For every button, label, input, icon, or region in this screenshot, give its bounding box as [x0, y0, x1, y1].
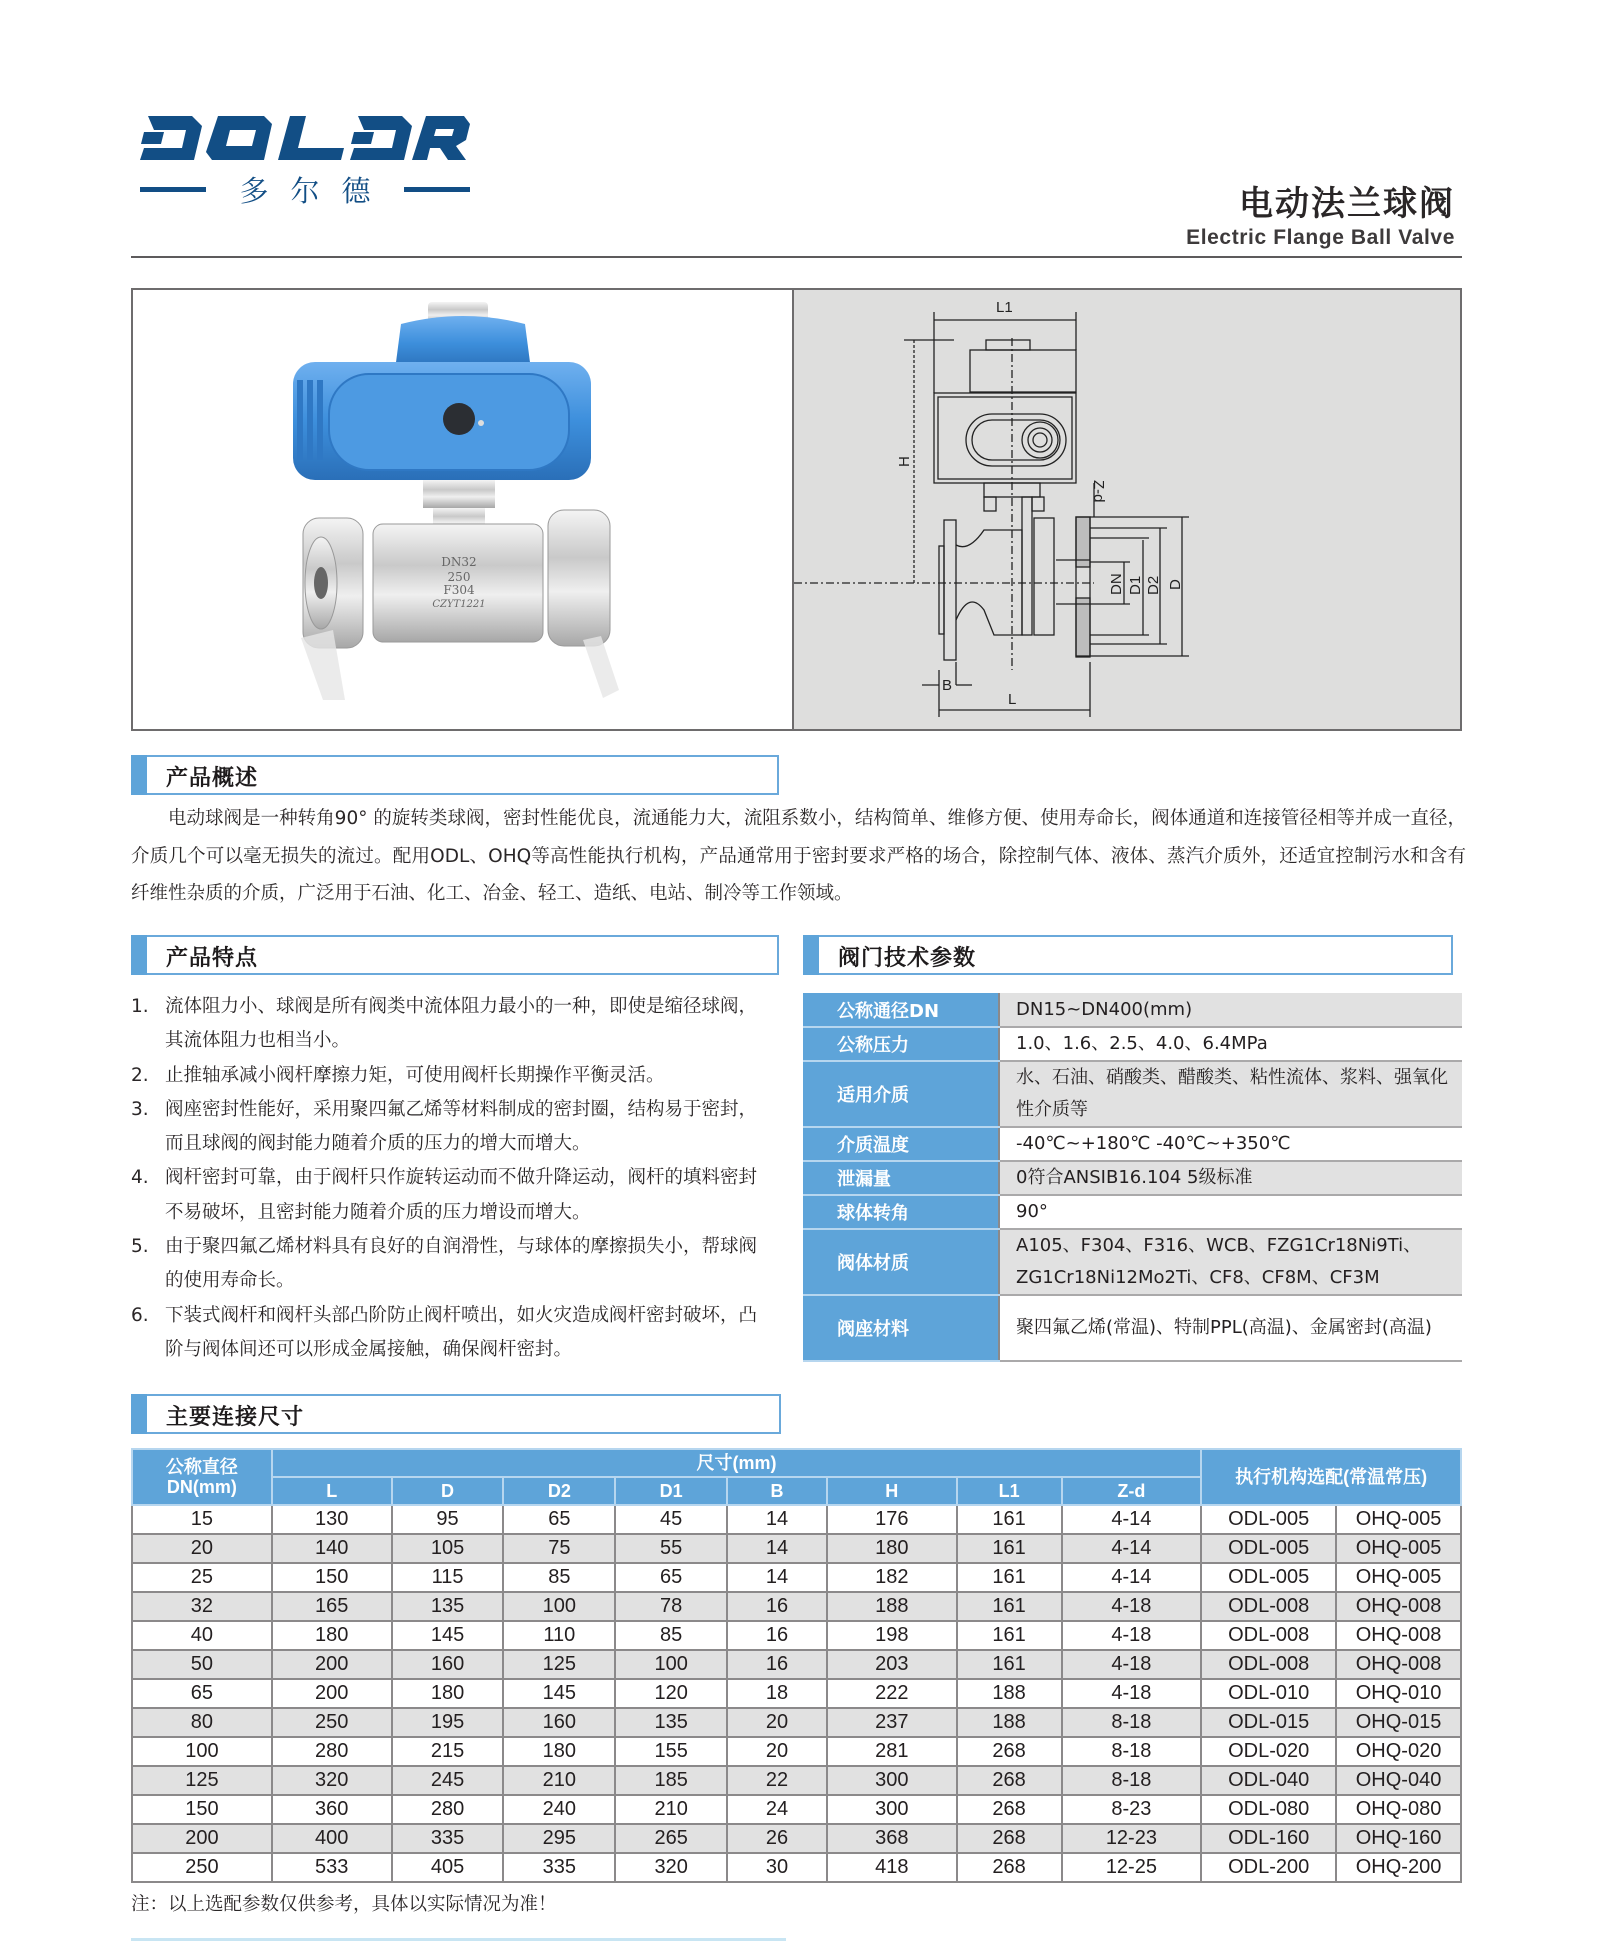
- table-cell: 120: [615, 1679, 727, 1708]
- table-cell: 95: [392, 1505, 504, 1534]
- table-cell: 405: [392, 1853, 504, 1882]
- svg-text:D1: D1: [1127, 575, 1144, 595]
- svg-text:DN32: DN32: [441, 555, 477, 569]
- table-cell: 20: [727, 1708, 827, 1737]
- table-cell: 320: [272, 1766, 392, 1795]
- param-row: 阀座材料 聚四氟乙烯(常温)、特制PPL(高温)、金属密封(高温): [803, 1295, 1462, 1361]
- col-L1: L1: [957, 1477, 1062, 1505]
- table-cell: 245: [392, 1766, 504, 1795]
- table-cell: 161: [957, 1563, 1062, 1592]
- table-row: [132, 1592, 1461, 1621]
- heading-accent: [131, 935, 147, 975]
- feature-item: 5. 由于聚四氟乙烯材料具有良好的自润滑性，与球体的摩擦损失小，帮球阀的使用寿命长。: [131, 1236, 758, 1292]
- table-row: [132, 1766, 1461, 1795]
- table-cell: 250: [132, 1853, 272, 1882]
- table-cell: 8-23: [1062, 1795, 1202, 1824]
- valve-dimension-diagram-icon: [794, 290, 1460, 729]
- table-cell: 280: [272, 1737, 392, 1766]
- table-cell: 16: [727, 1621, 827, 1650]
- param-row: 泄漏量 0符合ANSIB16.104 5级标准: [803, 1161, 1462, 1195]
- table-cell: 8-18: [1062, 1737, 1202, 1766]
- table-cell: 165: [272, 1592, 392, 1621]
- table-cell: ODL-008: [1201, 1621, 1336, 1650]
- table-cell: 145: [503, 1679, 615, 1708]
- table-cell: 161: [957, 1505, 1062, 1534]
- table-cell: 188: [957, 1679, 1062, 1708]
- table-row: [132, 1563, 1461, 1592]
- table-cell: 268: [957, 1737, 1062, 1766]
- table-cell: ODL-200: [1201, 1853, 1336, 1882]
- table-cell: 237: [827, 1708, 957, 1737]
- table-cell: 200: [272, 1650, 392, 1679]
- table-cell: 65: [132, 1679, 272, 1708]
- table-cell: 300: [827, 1766, 957, 1795]
- svg-text:D2: D2: [1145, 575, 1162, 595]
- table-row: [132, 1505, 1461, 1534]
- page-subtitle: Electric Flange Ball Valve: [1186, 226, 1455, 249]
- table-cell: 22: [727, 1766, 827, 1795]
- table-cell: 200: [272, 1679, 392, 1708]
- table-cell: 180: [392, 1679, 504, 1708]
- table-cell: 368: [827, 1824, 957, 1853]
- table-cell: 4-18: [1062, 1679, 1202, 1708]
- table-cell: ODL-080: [1201, 1795, 1336, 1824]
- features-list: [131, 990, 771, 1367]
- table-cell: 188: [957, 1708, 1062, 1737]
- table-cell: OHQ-008: [1336, 1621, 1461, 1650]
- param-row: 阀体材质 A105、F304、F316、WCB、FZG1Cr18Ni9Ti、ZG1Cr18Ni12Mo2Ti、CF8、CF8M、CF3M: [803, 1229, 1462, 1295]
- table-cell: 40: [132, 1621, 272, 1650]
- table-cell: ODL-015: [1201, 1708, 1336, 1737]
- table-cell: ODL-005: [1201, 1563, 1336, 1592]
- table-cell: 210: [503, 1766, 615, 1795]
- table-cell: 150: [272, 1563, 392, 1592]
- table-cell: 182: [827, 1563, 957, 1592]
- col-actuator: 执行机构选配(常温常压): [1201, 1449, 1461, 1505]
- feature-item: 2. 止推轴承减小阀杆摩擦力矩，可使用阀杆长期操作平衡灵活。: [131, 1064, 665, 1086]
- param-row: 球体转角 90°: [803, 1195, 1462, 1229]
- dimensions-table: [131, 1448, 1462, 1883]
- table-cell: 180: [503, 1737, 615, 1766]
- params-heading: [803, 935, 1453, 975]
- col-L: L: [272, 1477, 392, 1505]
- heading-accent: [803, 935, 819, 975]
- table-cell: 195: [392, 1708, 504, 1737]
- table-row: [132, 1621, 1461, 1650]
- table-cell: 75: [503, 1534, 615, 1563]
- table-row: [132, 1737, 1461, 1766]
- svg-text:L: L: [1008, 691, 1017, 708]
- table-cell: 180: [272, 1621, 392, 1650]
- col-D1: D1: [615, 1477, 727, 1505]
- col-H: H: [827, 1477, 957, 1505]
- logo-bar-left: [140, 187, 206, 192]
- feature-item: 1. 流体阻力小、球阀是所有阀类中流体阻力最小的一种，即使是缩径球阀，其流体阻力也相当小。: [131, 996, 758, 1052]
- table-cell: 145: [392, 1621, 504, 1650]
- table-row: [132, 1795, 1461, 1824]
- table-cell: 150: [132, 1795, 272, 1824]
- table-cell: 14: [727, 1534, 827, 1563]
- table-cell: 135: [392, 1592, 504, 1621]
- product-photo: [133, 290, 794, 729]
- page-title: 电动法兰球阀: [1239, 184, 1455, 224]
- table-cell: ODL-008: [1201, 1650, 1336, 1679]
- param-row: 公称通径DN DN15~DN400(mm): [803, 993, 1462, 1027]
- svg-text:CZYT1221: CZYT1221: [432, 599, 486, 610]
- table-cell: 4-18: [1062, 1592, 1202, 1621]
- svg-text:L1: L1: [996, 299, 1013, 316]
- table-cell: 125: [503, 1650, 615, 1679]
- table-cell: 250: [272, 1708, 392, 1737]
- table-cell: 12-23: [1062, 1824, 1202, 1853]
- table-cell: ODL-010: [1201, 1679, 1336, 1708]
- table-row: [132, 1534, 1461, 1563]
- table-cell: 100: [503, 1592, 615, 1621]
- table-cell: OHQ-005: [1336, 1505, 1461, 1534]
- table-row: [132, 1824, 1461, 1853]
- table-cell: 4-14: [1062, 1534, 1202, 1563]
- table-cell: OHQ-020: [1336, 1737, 1461, 1766]
- table-cell: 268: [957, 1824, 1062, 1853]
- table-cell: 360: [272, 1795, 392, 1824]
- table-cell: 160: [392, 1650, 504, 1679]
- table-cell: 268: [957, 1853, 1062, 1882]
- table-cell: 198: [827, 1621, 957, 1650]
- table-cell: 130: [272, 1505, 392, 1534]
- col-D2: D2: [503, 1477, 615, 1505]
- table-cell: 161: [957, 1592, 1062, 1621]
- table-cell: 80: [132, 1708, 272, 1737]
- table-cell: 24: [727, 1795, 827, 1824]
- overview-heading: [131, 755, 779, 795]
- table-cell: 110: [503, 1621, 615, 1650]
- table-cell: 100: [132, 1737, 272, 1766]
- svg-text:Z-d: Z-d: [1090, 480, 1107, 503]
- table-cell: ODL-005: [1201, 1505, 1336, 1534]
- table-cell: 4-14: [1062, 1505, 1202, 1534]
- table-cell: OHQ-008: [1336, 1650, 1461, 1679]
- table-cell: OHQ-040: [1336, 1766, 1461, 1795]
- table-cell: 25: [132, 1563, 272, 1592]
- params-heading-label: 阀门技术参数: [838, 946, 977, 971]
- table-cell: OHQ-080: [1336, 1795, 1461, 1824]
- table-cell: 200: [132, 1824, 272, 1853]
- table-cell: 78: [615, 1592, 727, 1621]
- table-cell: 65: [615, 1563, 727, 1592]
- table-cell: 180: [827, 1534, 957, 1563]
- electric-ball-valve-photo-icon: [133, 290, 794, 729]
- table-cell: OHQ-005: [1336, 1563, 1461, 1592]
- table-cell: 268: [957, 1795, 1062, 1824]
- heading-accent: [131, 1394, 147, 1434]
- feature-item: 3. 阀座密封性能好，采用聚四氟乙烯等材料制成的密封圈，结构易于密封，而且球阀的阀封能力随着介质的压力的增大而增大。: [131, 1098, 758, 1155]
- table-cell: ODL-008: [1201, 1592, 1336, 1621]
- table-cell: 268: [957, 1766, 1062, 1795]
- table-row: [132, 1708, 1461, 1737]
- table-cell: 418: [827, 1853, 957, 1882]
- col-group-size: 尺寸(mm): [272, 1449, 1201, 1477]
- dimensions-heading-label: 主要连接尺寸: [166, 1405, 305, 1430]
- table-cell: 533: [272, 1853, 392, 1882]
- table-cell: OHQ-005: [1336, 1534, 1461, 1563]
- table-cell: 30: [727, 1853, 827, 1882]
- table-cell: OHQ-010: [1336, 1679, 1461, 1708]
- table-cell: 281: [827, 1737, 957, 1766]
- table-cell: 20: [727, 1737, 827, 1766]
- table-cell: 222: [827, 1679, 957, 1708]
- features-heading: [131, 935, 779, 975]
- table-row: [132, 1650, 1461, 1679]
- table-cell: 4-18: [1062, 1650, 1202, 1679]
- table-cell: 14: [727, 1505, 827, 1534]
- table-cell: 295: [503, 1824, 615, 1853]
- table-cell: ODL-040: [1201, 1766, 1336, 1795]
- table-cell: 335: [392, 1824, 504, 1853]
- col-Zd: Z-d: [1062, 1477, 1202, 1505]
- table-cell: 15: [132, 1505, 272, 1534]
- table-cell: 65: [503, 1505, 615, 1534]
- table-cell: 155: [615, 1737, 727, 1766]
- header-divider: [131, 256, 1462, 258]
- doldr-wordmark-icon: [140, 114, 470, 162]
- table-cell: 50: [132, 1650, 272, 1679]
- table-cell: 161: [957, 1621, 1062, 1650]
- svg-text:B: B: [942, 677, 953, 694]
- svg-text:D: D: [1167, 579, 1184, 590]
- table-cell: 32: [132, 1592, 272, 1621]
- table-cell: 12-25: [1062, 1853, 1202, 1882]
- table-cell: 240: [503, 1795, 615, 1824]
- table-cell: 45: [615, 1505, 727, 1534]
- table-cell: 400: [272, 1824, 392, 1853]
- table-cell: 20: [132, 1534, 272, 1563]
- table-cell: 140: [272, 1534, 392, 1563]
- overview-heading-label: 产品概述: [166, 766, 259, 791]
- table-cell: 203: [827, 1650, 957, 1679]
- table-row: [132, 1679, 1461, 1708]
- table-note: 注：以上选配参数仅供参考，具体以实际情况为准！: [131, 1894, 557, 1915]
- param-row: 公称压力 1.0、1.6、2.5、4.0、6.4MPa: [803, 1027, 1462, 1061]
- table-row: [132, 1853, 1461, 1882]
- table-cell: 161: [957, 1650, 1062, 1679]
- dimensions-heading: [131, 1394, 781, 1434]
- logo-cn-text: 多尔德: [239, 173, 393, 208]
- table-cell: 161: [957, 1534, 1062, 1563]
- param-row: 适用介质 水、石油、硝酸类、醋酸类、粘性流体、浆料、强氧化性介质等: [803, 1061, 1462, 1127]
- svg-text:DN: DN: [1108, 573, 1125, 595]
- params-table: [803, 993, 1462, 1362]
- table-cell: 26: [727, 1824, 827, 1853]
- col-D: D: [392, 1477, 504, 1505]
- table-cell: 115: [392, 1563, 504, 1592]
- table-cell: 8-18: [1062, 1766, 1202, 1795]
- table-cell: 280: [392, 1795, 504, 1824]
- table-cell: ODL-020: [1201, 1737, 1336, 1766]
- table-cell: 8-18: [1062, 1708, 1202, 1737]
- table-cell: 55: [615, 1534, 727, 1563]
- svg-text:250: 250: [447, 570, 471, 584]
- table-cell: 160: [503, 1708, 615, 1737]
- dimension-drawing: [794, 290, 1460, 729]
- table-cell: 105: [392, 1534, 504, 1563]
- table-cell: 16: [727, 1650, 827, 1679]
- param-row: 介质温度 -40℃~+180℃ -40℃~+350℃: [803, 1127, 1462, 1161]
- table-cell: 188: [827, 1592, 957, 1621]
- table-cell: 100: [615, 1650, 727, 1679]
- table-cell: 16: [727, 1592, 827, 1621]
- svg-text:H: H: [896, 456, 913, 467]
- table-cell: OHQ-160: [1336, 1824, 1461, 1853]
- table-cell: 85: [615, 1621, 727, 1650]
- col-dn: 公称直径DN(mm): [132, 1449, 272, 1505]
- table-cell: 335: [503, 1853, 615, 1882]
- features-heading-label: 产品特点: [166, 946, 259, 971]
- col-B: B: [727, 1477, 827, 1505]
- table-cell: 265: [615, 1824, 727, 1853]
- table-cell: 18: [727, 1679, 827, 1708]
- table-cell: 4-14: [1062, 1563, 1202, 1592]
- table-cell: OHQ-008: [1336, 1592, 1461, 1621]
- table-cell: 4-18: [1062, 1621, 1202, 1650]
- table-cell: 210: [615, 1795, 727, 1824]
- table-cell: 320: [615, 1853, 727, 1882]
- feature-item: 6. 下装式阀杆和阀杆头部凸阶防止阀杆喷出，如火灾造成阀杆密封破坏，凸阶与阀体间还可以形成金属接触，确保阀杆密封。: [131, 1304, 758, 1360]
- table-cell: ODL-005: [1201, 1534, 1336, 1563]
- table-cell: 176: [827, 1505, 957, 1534]
- feature-item: 4. 阀杆密封可靠，由于阀杆只作旋转运动而不做升降运动，阀杆的填料密封不易破坏，且密封能力随着介质的压力增设而增大。: [131, 1167, 758, 1223]
- table-cell: 300: [827, 1795, 957, 1824]
- table-cell: 185: [615, 1766, 727, 1795]
- product-figure: [131, 288, 1462, 731]
- brand-cn-line: [140, 172, 470, 206]
- table-cell: 215: [392, 1737, 504, 1766]
- dimensions-body: [132, 1505, 1461, 1882]
- overview-paragraph: [131, 800, 1466, 913]
- table-cell: OHQ-015: [1336, 1708, 1461, 1737]
- logo-bar-right: [404, 187, 470, 192]
- svg-text:F304: F304: [443, 583, 475, 597]
- table-cell: 14: [727, 1563, 827, 1592]
- table-cell: 85: [503, 1563, 615, 1592]
- table-cell: ODL-160: [1201, 1824, 1336, 1853]
- heading-accent: [131, 755, 147, 795]
- footer-divider: [131, 1938, 786, 1941]
- brand-logo: [140, 114, 470, 214]
- overview-text: 电动球阀是一种转角90° 的旋转类球阀，密封性能优良，流通能力大，流阻系数小，结构简单、维修方便、使用寿命长，阀体通道和连接管径相等并成一直径，介质几个可以毫无损失的流过。配用ODL、OHQ等高性能执行机构，产品通常用于密封要求严格的场合，除控制气体、液体、蒸汽介质外，还适宜控制污水和含有纤维性杂质的介质，广泛用于石油、化工、冶金、轻工、造纸、电站、制冷等工作领域。: [131, 808, 1466, 904]
- table-cell: 135: [615, 1708, 727, 1737]
- table-cell: 125: [132, 1766, 272, 1795]
- table-cell: OHQ-200: [1336, 1853, 1461, 1882]
